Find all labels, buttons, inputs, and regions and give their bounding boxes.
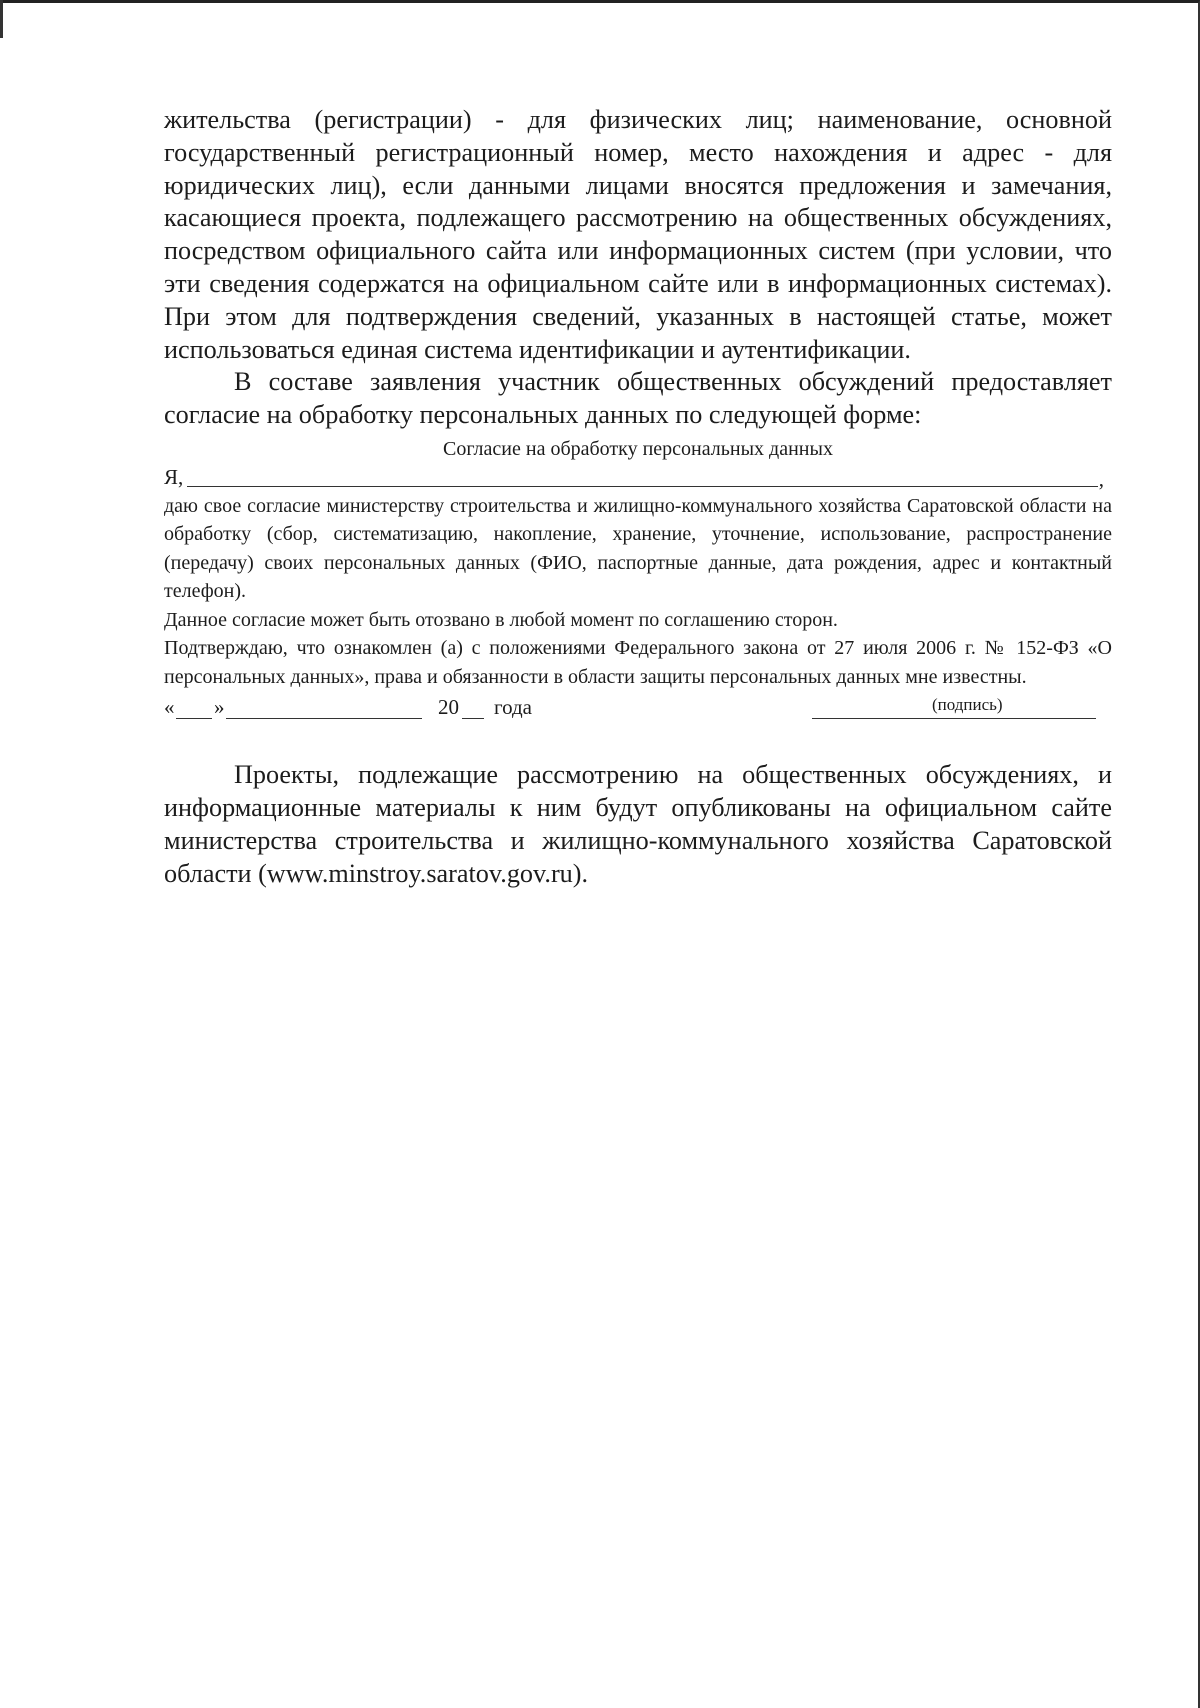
year-word: года: [494, 695, 532, 720]
scan-edge-mark: [0, 0, 3, 38]
date-signature-row: [164, 693, 1112, 723]
signature-blank-line: [812, 718, 1096, 719]
date-close-quote: »: [214, 695, 225, 720]
name-blank-line: [187, 486, 1098, 487]
date-open-quote: «: [164, 695, 175, 720]
consent-body: даю свое согласие министерству строительства и жилищно-коммунального хозяйства Саратовской области на обработку (сбор, систематизацию, накопление, хранение, уточнение, использование, распространение (передачу) своих персональных данных (ФИО, паспортные данные, дата рождения, адрес и контактный телефон).: [164, 494, 1112, 603]
consent-title: Согласие на обработку персональных данных: [443, 437, 833, 460]
signature-caption: (подпись): [932, 695, 1003, 715]
year-blank-line: [462, 718, 484, 719]
name-suffix: ,: [1098, 466, 1104, 491]
paragraph-consent-intro: В составе заявления участник общественных обсуждений предоставляет согласие на обработку персональных данных по следующей форме:: [164, 367, 1112, 430]
month-blank-line: [226, 718, 422, 719]
consent-revocation: Данное согласие может быть отозвано в любой момент по соглашению сторон.: [164, 608, 838, 631]
document-page: [164, 104, 1112, 891]
consent-confirmation: Подтверждаю, что ознакомлен (а) с положениями Федерального закона от 27 июля 2006 г. № 152-ФЗ «О персональных данных», права и обязанности в области защиты персональных данных мне известны.: [164, 637, 1112, 688]
year-prefix: 20: [438, 695, 459, 720]
day-blank-line: [176, 718, 212, 719]
paragraph-residence-info: жительства (регистрации) - для физических лиц; наименование, основной государственный регистрационный номер, место нахождения и адрес - для юридических лиц), если данными лицами вносятся предложения и замечания, касающиеся проекта, подлежащего рассмотрению на общественных обсуждениях, посредством официального сайта или информационных систем (при условии, что эти сведения содержатся на официальном сайте или в информационных системах). При этом для подтверждения сведений, указанных в настоящей статье, может использоваться единая система идентификации и аутентификации.: [164, 105, 1112, 364]
consent-form: [164, 436, 1112, 760]
name-field-row: [164, 462, 1112, 492]
name-prefix: Я,: [164, 464, 184, 489]
paragraph-publication: Проекты, подлежащие рассмотрению на общественных обсуждениях, и информационные материалы к ним будут опубликованы на официальном сайте министерства строительства и жилищно-коммунального хозяйства Саратовской области (www.minstroy.saratov.gov.ru).: [164, 760, 1112, 888]
